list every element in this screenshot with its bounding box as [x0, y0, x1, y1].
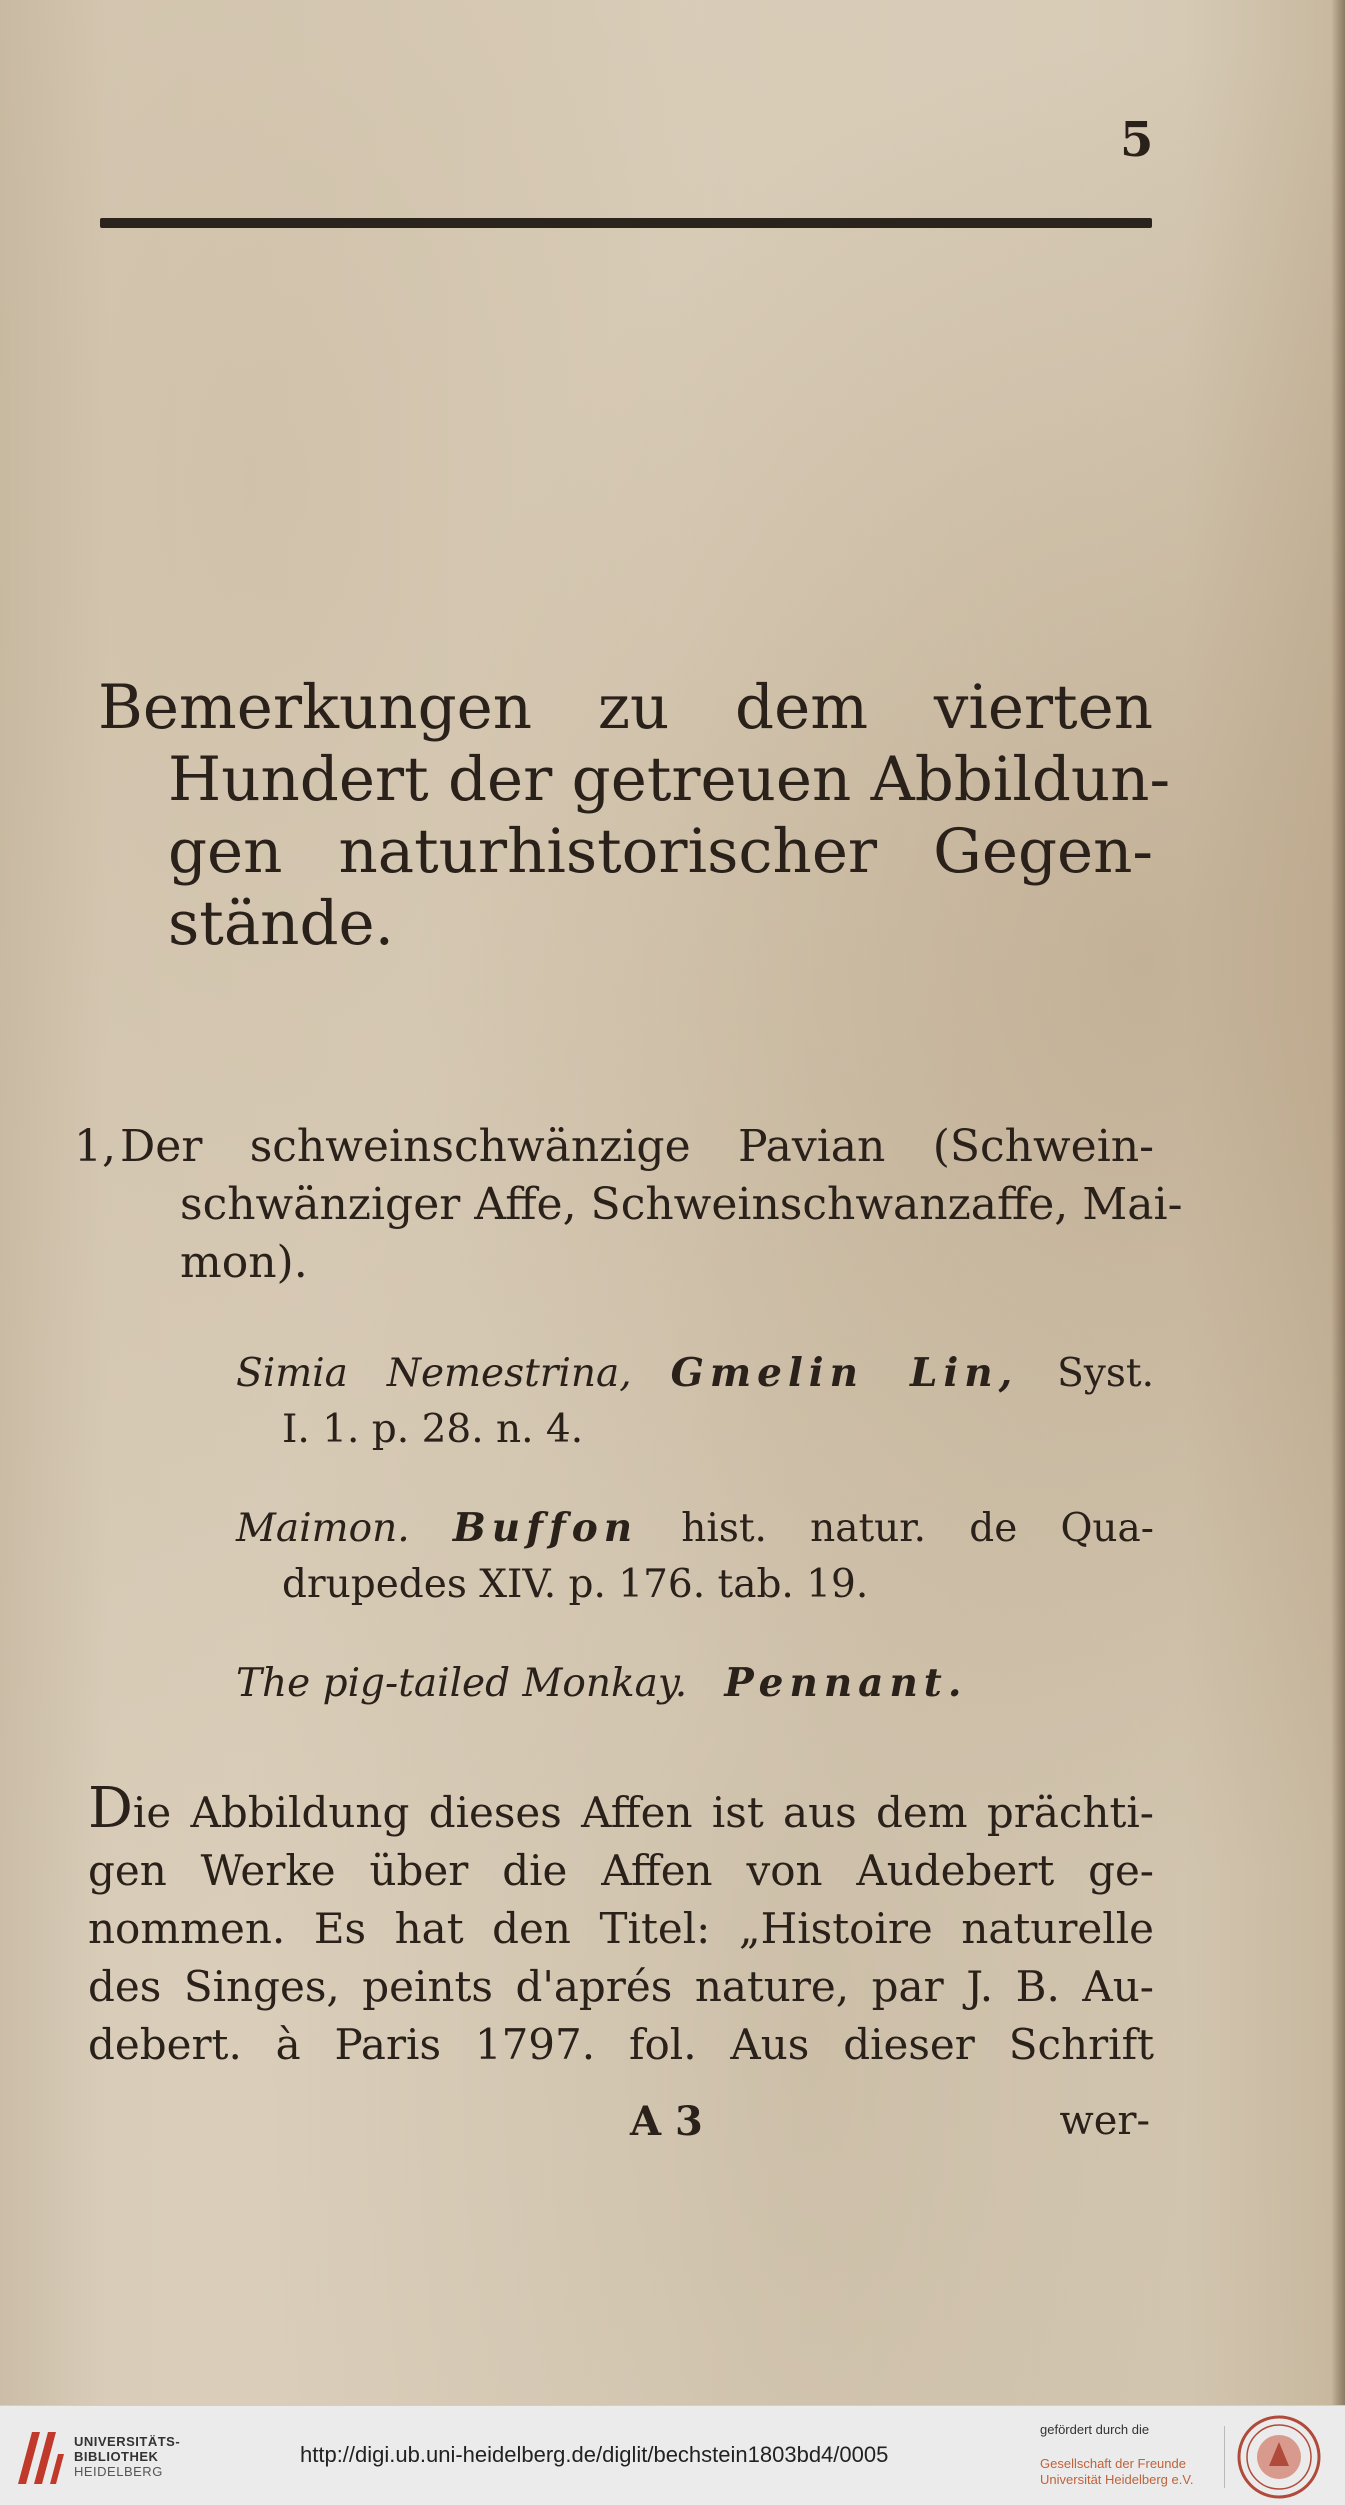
entry-number: 1,	[74, 1121, 116, 1172]
page-edge-shadow	[1331, 0, 1345, 2405]
reference-pennant	[236, 1655, 1154, 1712]
entry-heading	[74, 1118, 1183, 1292]
library-name-line: BIBLIOTHEK	[74, 2449, 159, 2464]
paragraph-line: debert. à Paris 1797. fol. Aus dieser Schrift	[88, 2020, 1154, 2069]
entry-line	[74, 1118, 1154, 1176]
reference-species: The pig-tailed Monkay.	[236, 1661, 688, 1706]
title-line: Hundert der getreuen Abbildun-	[168, 744, 1171, 815]
title-line: stände.	[168, 888, 395, 959]
viewer-footer	[0, 2405, 1345, 2505]
reference-line	[236, 1500, 1154, 1557]
sponsor-name[interactable]	[1040, 2456, 1193, 2488]
title-line: gen naturhistorischer Gegen-	[168, 816, 1153, 887]
permalink-url[interactable]: http://digi.ub.uni-heidelberg.de/diglit/bechstein1803bd4/0005	[300, 2442, 889, 2467]
reference-source: Syst.	[1057, 1351, 1154, 1396]
signature-mark: A 3	[630, 2098, 703, 2145]
reference-author: Pennant.	[724, 1660, 968, 1706]
section-title	[98, 672, 1171, 960]
entry-text: Der schweinschwänzige Pavian (Schwein-	[120, 1121, 1154, 1172]
reference-buffon	[236, 1500, 1154, 1613]
ub-heidelberg-logo-icon[interactable]	[14, 2424, 68, 2488]
catchword: wer-	[1059, 2098, 1150, 2144]
paragraph-line: des Singes, peints d'aprés nature, par J. B. Au-	[88, 1962, 1154, 2011]
paragraph-line	[88, 1776, 1154, 1842]
paragraph-line: nommen. Es hat den Titel: „Histoire naturelle	[88, 1904, 1154, 1953]
entry-line: schwänziger Affe, Schweinschwanzaffe, Mai-	[180, 1179, 1183, 1230]
university-seal-icon[interactable]	[1236, 2414, 1322, 2500]
reference-line: I. 1. p. 28. n. 4.	[282, 1407, 584, 1452]
reference-species: Simia Nemestrina,	[236, 1351, 632, 1396]
reference-author: Buffon	[452, 1505, 639, 1551]
library-name-line: UNIVERSITÄTS-	[74, 2434, 181, 2449]
reference-line	[236, 1345, 1154, 1402]
reference-line	[236, 1655, 1154, 1712]
reference-author: Gmelin Lin,	[670, 1350, 1019, 1396]
sponsor-name-line: Gesellschaft der Freunde	[1040, 2456, 1186, 2471]
library-name	[74, 2434, 180, 2479]
paragraph-text: ie Abbildung dieses Affen ist aus dem prächti-	[132, 1788, 1154, 1837]
page-number: 5	[1120, 112, 1154, 168]
body-paragraph	[88, 1776, 1154, 2074]
title-line: Bemerkungen zu dem vierten	[98, 672, 1153, 743]
sponsor-name-line: Universität Heidelberg e.V.	[1040, 2472, 1194, 2487]
sponsor-label: gefördert durch die	[1040, 2422, 1150, 2437]
reference-gmelin	[236, 1345, 1154, 1458]
reference-line: drupedes XIV. p. 176. tab. 19.	[282, 1562, 869, 1607]
header-rule	[100, 218, 1152, 228]
paragraph-line: gen Werke über die Affen von Audebert ge-	[88, 1846, 1154, 1895]
footer-divider	[1224, 2426, 1225, 2488]
drop-initial: D	[88, 1776, 133, 1841]
reference-species: Maimon.	[236, 1506, 410, 1551]
library-name-line: HEIDELBERG	[74, 2464, 163, 2479]
reference-source: hist. natur. de Qua-	[681, 1506, 1154, 1551]
entry-line: mon).	[180, 1237, 308, 1288]
